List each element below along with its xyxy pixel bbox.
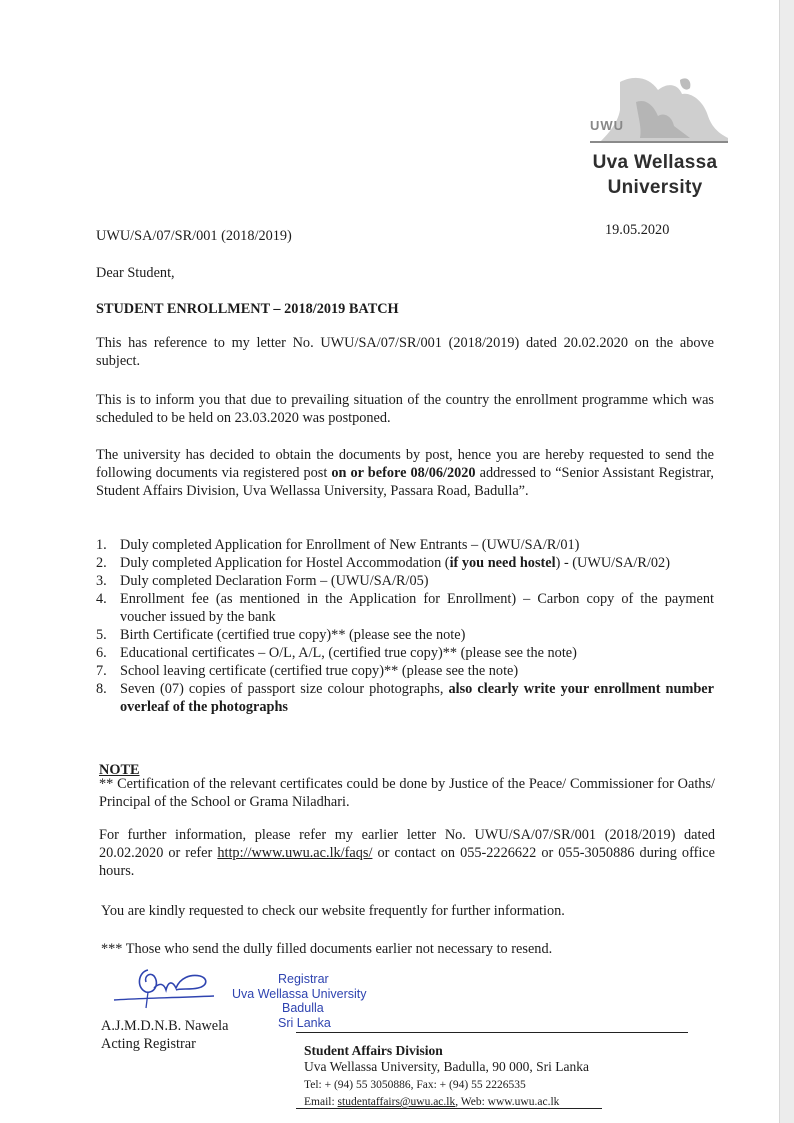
registrar-stamp bbox=[232, 972, 367, 1030]
footer-phone: Tel: + (94) 55 3050886, Fax: + (94) 55 2226535 bbox=[304, 1079, 526, 1091]
salutation: Dear Student, bbox=[96, 265, 175, 281]
list-item bbox=[96, 554, 714, 572]
item-text-after: ) - (UWU/SA/R/02) bbox=[555, 555, 670, 571]
item-number: 7. bbox=[96, 663, 107, 679]
item-text: Educational certificates – O/L, A/L, (certified true copy)** (please see the note) bbox=[120, 645, 577, 661]
stamp-line: Uva Wellassa University bbox=[232, 986, 367, 1001]
item-bold-text: also clearly write your enrollment number overleaf of the photographs bbox=[120, 681, 714, 715]
list-item bbox=[96, 626, 714, 644]
item-number: 2. bbox=[96, 555, 107, 571]
item-number: 4. bbox=[96, 591, 107, 607]
logo-name-line1: Uva Wellassa bbox=[592, 152, 718, 173]
email-link[interactable]: studentaffairs@uwu.ac.lk bbox=[337, 1096, 456, 1108]
item-text: Duly completed Application for Enrollment of New Entrants – (UWU/SA/R/01) bbox=[120, 537, 580, 553]
further-text: For further information, please refer my earlier letter No. UWU/SA/07/SR/001 (2018/2019) dated 20.02.2020 or refer bbox=[99, 827, 715, 861]
logo-emblem bbox=[580, 72, 730, 152]
further-information bbox=[99, 826, 715, 880]
list-item bbox=[96, 680, 714, 716]
website-note: You are kindly requested to check our website frequently for further information. bbox=[101, 903, 565, 919]
resend-note: *** Those who send the dully filled documents earlier not necessary to resend. bbox=[101, 941, 553, 957]
item-number: 5. bbox=[96, 627, 107, 643]
stamp-line: Sri Lanka bbox=[278, 1015, 331, 1030]
footer-divider-bottom bbox=[296, 1108, 602, 1109]
stamp-line: Badulla bbox=[282, 1001, 324, 1015]
item-text: Enrollment fee (as mentioned in the Application for Enrollment) – Carbon copy of the payment voucher issued by the bank bbox=[120, 591, 714, 625]
list-item bbox=[96, 590, 714, 626]
list-item bbox=[96, 662, 714, 680]
paragraph-postponed: This is to inform you that due to prevailing situation of the country the enrollment programme which was scheduled to be held on 23.03.2020 was postponed. bbox=[96, 392, 714, 426]
logo-mark: UWU bbox=[590, 118, 625, 133]
paragraph-part: addressed to “Senior Assistant Registrar, Student Affairs Division, Uva Wellassa University, Passara Road, Badulla”. bbox=[96, 465, 714, 499]
footer-divider bbox=[296, 1032, 688, 1033]
paragraph-reference: This has reference to my letter No. UWU/SA/07/SR/001 (2018/2019) dated 20.02.2020 on the above subject. bbox=[96, 335, 714, 369]
signatory-title: Acting Registrar bbox=[101, 1036, 196, 1052]
item-bold-text: if you need hostel bbox=[449, 555, 556, 571]
web-text: , Web: www.uwu.ac.lk bbox=[455, 1096, 560, 1108]
paragraph-part: The university has decided to obtain the documents by post, hence you are hereby requested to send the following documents via registered post bbox=[96, 447, 714, 481]
note-heading: NOTE bbox=[99, 762, 140, 778]
item-number: 3. bbox=[96, 573, 107, 589]
list-item bbox=[96, 572, 714, 590]
note-body: ** Certification of the relevant certificates could be done by Justice of the Peace/ Commissioner for Oaths/ Principal of the School or Grama Niladhari. bbox=[99, 776, 715, 810]
further-text-end: or contact on 055-2226622 or 055-3050886 during office hours. bbox=[99, 845, 715, 879]
faqs-link[interactable]: http://www.uwu.ac.lk/faqs/ bbox=[217, 845, 373, 861]
signatory-name: A.J.M.D.N.B. Nawela bbox=[101, 1018, 229, 1034]
letter-reference: UWU/SA/07/SR/001 (2018/2019) bbox=[96, 228, 292, 244]
item-text: Birth Certificate (certified true copy)** (please see the note) bbox=[120, 627, 466, 643]
signature-image bbox=[110, 962, 220, 1010]
list-item bbox=[96, 644, 714, 662]
paragraph-documents-by-post bbox=[96, 446, 714, 500]
letter-date: 19.05.2020 bbox=[605, 222, 670, 238]
email-label: Email: bbox=[304, 1096, 338, 1108]
documents-list bbox=[96, 536, 714, 716]
item-number: 6. bbox=[96, 645, 107, 661]
deadline-text: on or before 08/06/2020 bbox=[331, 465, 476, 481]
item-number: 1. bbox=[96, 537, 107, 553]
footer-division: Student Affairs Division bbox=[304, 1043, 443, 1058]
item-number: 8. bbox=[96, 681, 107, 697]
list-item bbox=[96, 536, 714, 554]
logo-name-line2: University bbox=[607, 177, 703, 198]
footer-address: Uva Wellassa University, Badulla, 90 000, Sri Lanka bbox=[304, 1059, 589, 1074]
item-text: Duly completed Application for Hostel Accommodation ( bbox=[120, 555, 450, 571]
university-logo bbox=[580, 72, 730, 202]
scan-edge bbox=[779, 0, 794, 1123]
stamp-line: Registrar bbox=[278, 972, 329, 986]
item-text: Duly completed Declaration Form – (UWU/SA/R/05) bbox=[120, 573, 429, 589]
item-text: School leaving certificate (certified true copy)** (please see the note) bbox=[120, 663, 519, 679]
item-text: Seven (07) copies of passport size colour photographs, bbox=[120, 681, 449, 697]
subject-line: STUDENT ENROLLMENT – 2018/2019 BATCH bbox=[96, 301, 399, 317]
